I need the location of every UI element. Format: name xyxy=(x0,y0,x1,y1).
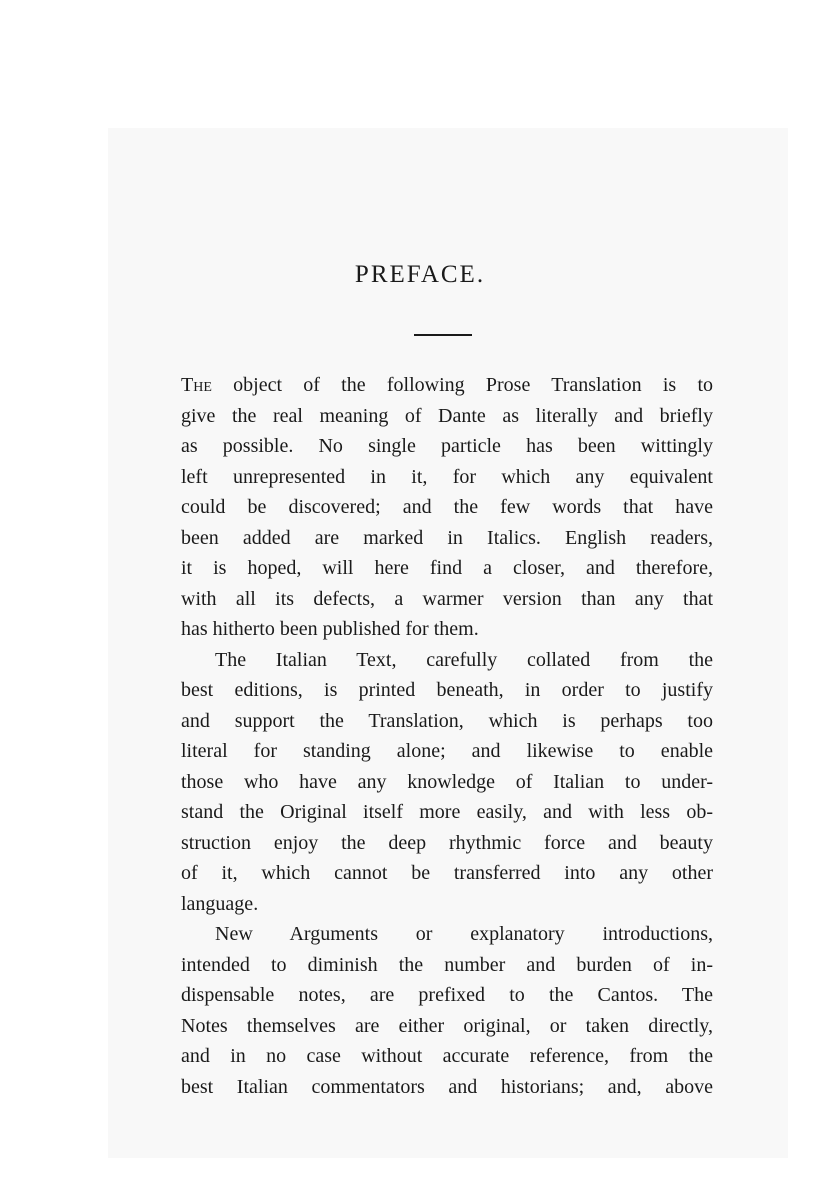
text-line: of it, which cannot be transferred into any other xyxy=(181,862,713,884)
text-line: it is hoped, will here find a closer, and therefore, xyxy=(181,557,713,579)
text-line: and support the Translation, which is perhaps too xyxy=(181,709,713,732)
text-line: best Italian commentators and historians; and, above xyxy=(181,1075,713,1098)
text-line: has hitherto been published for them. xyxy=(181,618,479,640)
text-line: The object of the following Prose Translation is to xyxy=(181,374,713,396)
text-line: intended to diminish the number and burden of in- xyxy=(181,953,713,976)
text-line: those who have any knowledge of Italian to under- xyxy=(181,770,713,793)
page-title: PREFACE. xyxy=(354,261,486,288)
text-line: struction enjoy the deep rhythmic force and beauty xyxy=(181,831,713,854)
text-line: stand the Original itself more easily, and with less ob- xyxy=(181,801,713,823)
text-line: language. xyxy=(181,892,259,915)
text-line: and in no case without accurate reference, from the xyxy=(181,1045,713,1067)
text-line: The Italian Text, carefully collated from the xyxy=(215,648,713,671)
text-line: left unrepresented in it, for which any equivalent xyxy=(181,465,713,488)
text-line: literal for standing alone; and likewise to enable xyxy=(181,740,713,762)
text-line: as possible. No single particle has been wittingly xyxy=(181,435,713,457)
text-line: give the real meaning of Dante as literally and briefly xyxy=(181,404,713,427)
text-line: New Arguments or explanatory introductions, xyxy=(215,923,713,945)
text-line: dispensable notes, are prefixed to the Cantos. The xyxy=(181,984,713,1006)
text-line: best editions, is printed beneath, in order to justify xyxy=(181,679,713,701)
preface-body xyxy=(181,370,713,1102)
text-line: been added are marked in Italics. English readers, xyxy=(181,526,713,549)
first-word: The xyxy=(181,374,212,396)
text-line: with all its defects, a warmer version than any that xyxy=(181,587,713,610)
title-rule xyxy=(414,334,472,336)
text-line: Notes themselves are either original, or taken directly, xyxy=(181,1014,713,1037)
text-line: could be discovered; and the few words that have xyxy=(181,496,713,518)
